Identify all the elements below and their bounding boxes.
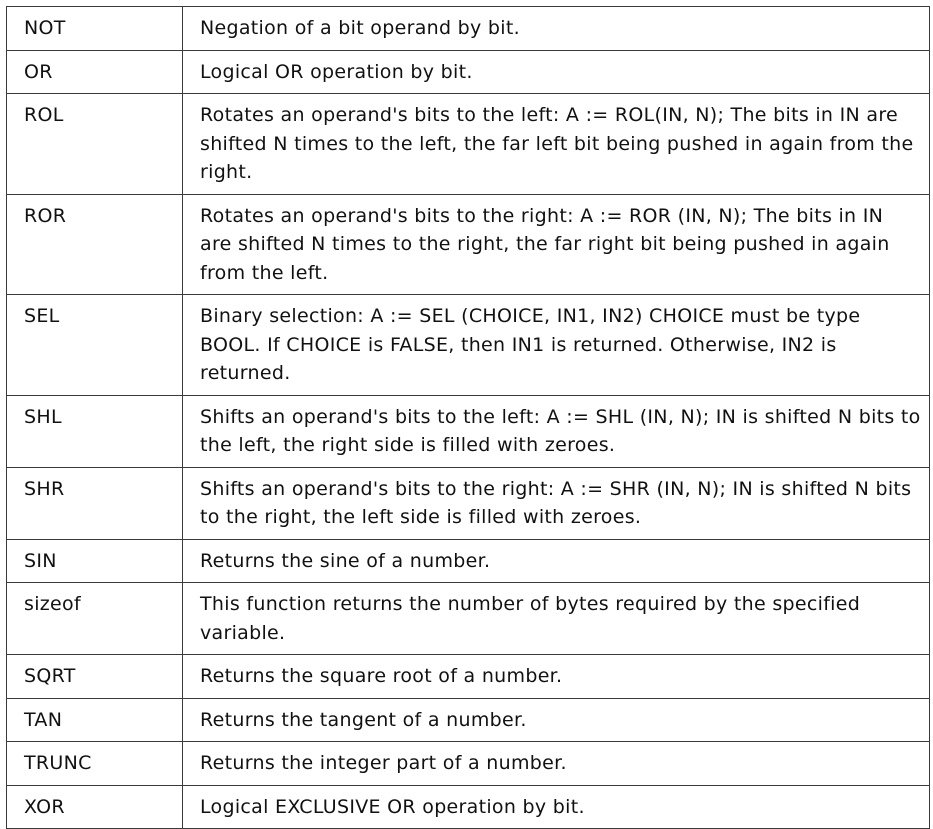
function-name: sizeof bbox=[7, 583, 183, 655]
function-description: Rotates an operand's bits to the left: A := ROL(IN, N); The bits in IN are shifted N times to the left, the far left bit being pushed in again from the right. bbox=[183, 94, 930, 195]
table-row bbox=[7, 583, 930, 655]
function-table bbox=[6, 6, 930, 829]
table-row bbox=[7, 467, 930, 539]
table-row bbox=[7, 539, 930, 583]
function-description: Logical EXCLUSIVE OR operation by bit. bbox=[183, 785, 930, 829]
function-name: TAN bbox=[7, 698, 183, 742]
table-row bbox=[7, 295, 930, 396]
function-name: SQRT bbox=[7, 655, 183, 699]
table-row bbox=[7, 742, 930, 786]
function-description: Rotates an operand's bits to the right: A := ROR (IN, N); The bits in IN are shifted N times to the right, the far right bit being pushed in again from the left. bbox=[183, 194, 930, 295]
function-description: Binary selection: A := SEL (CHOICE, IN1, IN2) CHOICE must be type BOOL. If CHOICE is FALSE, then IN1 is returned. Otherwise, IN2 is returned. bbox=[183, 295, 930, 396]
table-row bbox=[7, 395, 930, 467]
function-name: ROR bbox=[7, 194, 183, 295]
table-row bbox=[7, 698, 930, 742]
function-name: OR bbox=[7, 50, 183, 94]
function-name: NOT bbox=[7, 7, 183, 51]
function-description: Returns the square root of a number. bbox=[183, 655, 930, 699]
function-description: Shifts an operand's bits to the left: A := SHL (IN, N); IN is shifted N bits to the left, the right side is filled with zeroes. bbox=[183, 395, 930, 467]
function-description: Shifts an operand's bits to the right: A := SHR (IN, N); IN is shifted N bits to the right, the left side is filled with zeroes. bbox=[183, 467, 930, 539]
function-name: TRUNC bbox=[7, 742, 183, 786]
function-description: Returns the sine of a number. bbox=[183, 539, 930, 583]
table-row bbox=[7, 50, 930, 94]
table-row bbox=[7, 785, 930, 829]
function-name: SIN bbox=[7, 539, 183, 583]
table-row bbox=[7, 194, 930, 295]
function-name: ROL bbox=[7, 94, 183, 195]
table-row bbox=[7, 94, 930, 195]
function-description: Logical OR operation by bit. bbox=[183, 50, 930, 94]
function-description: This function returns the number of bytes required by the specified variable. bbox=[183, 583, 930, 655]
table-row bbox=[7, 7, 930, 51]
function-description: Negation of a bit operand by bit. bbox=[183, 7, 930, 51]
function-name: XOR bbox=[7, 785, 183, 829]
function-description: Returns the integer part of a number. bbox=[183, 742, 930, 786]
function-name: SHR bbox=[7, 467, 183, 539]
function-name: SHL bbox=[7, 395, 183, 467]
table-row bbox=[7, 655, 930, 699]
function-description: Returns the tangent of a number. bbox=[183, 698, 930, 742]
function-name: SEL bbox=[7, 295, 183, 396]
